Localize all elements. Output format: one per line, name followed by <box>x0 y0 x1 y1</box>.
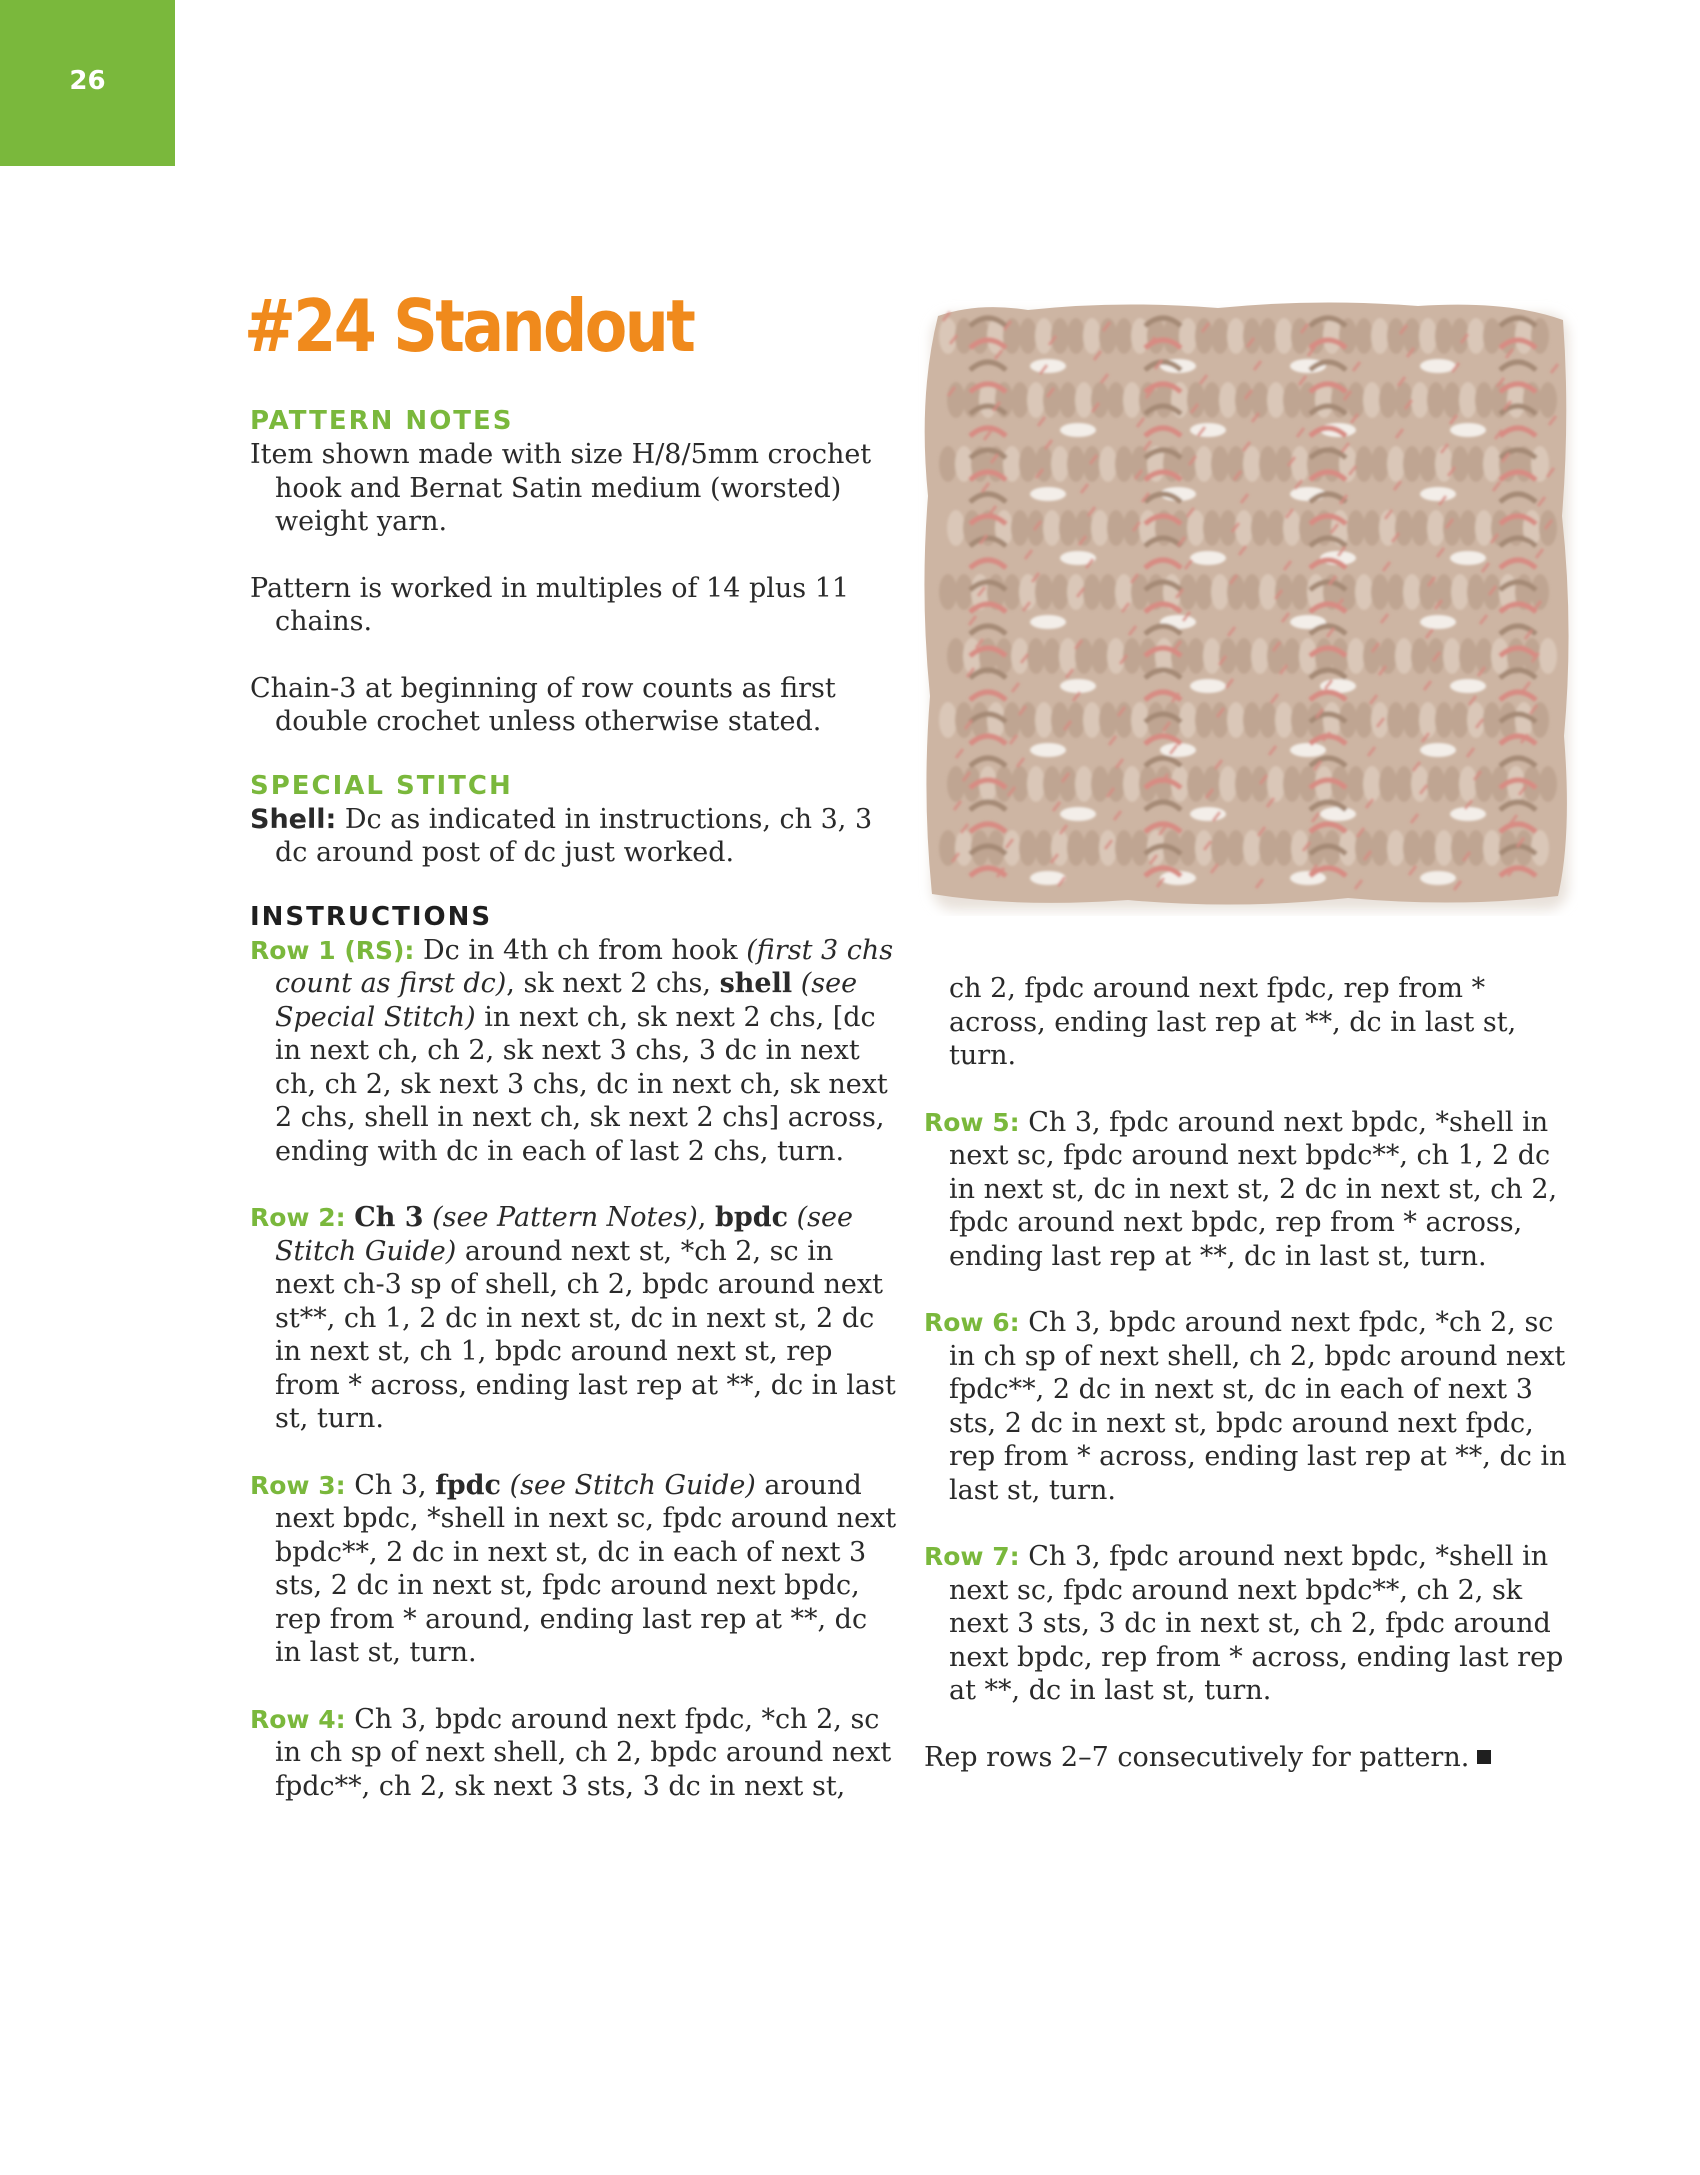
stitch-mark <box>1411 510 1429 546</box>
stitch-mark <box>1235 766 1253 802</box>
stitch-mark <box>1211 446 1229 482</box>
row-text: Ch 3, bpdc around next fpdc, *ch 2, sc in ch sp of next shell, ch 2, bpdc around next fpdc**, ch 2, sk next 3 sts, 3 dc in next st, <box>275 1703 892 1802</box>
stitch-mark <box>1259 574 1277 610</box>
stitch-mark <box>1451 574 1469 610</box>
row-text <box>424 1202 433 1233</box>
instruction-row <box>924 1540 1574 1708</box>
stitch-mark <box>1227 318 1245 354</box>
stitch-mark <box>939 446 957 482</box>
stitch-mark <box>1195 446 1213 482</box>
stitch-mark <box>1355 702 1373 738</box>
stitch-mark <box>955 830 973 866</box>
stitch-mark <box>1355 446 1373 482</box>
term-bold: shell <box>719 968 793 999</box>
page-number-tab <box>0 0 175 166</box>
row-4-continued: ch 2, fpdc around next fpdc, rep from * across, ending last rep at **, dc in last st, turn. <box>949 973 1517 1071</box>
stitch-mark <box>1203 510 1221 546</box>
row-label: Row 2: <box>250 1203 346 1232</box>
instructions-heading: INSTRUCTIONS <box>250 901 493 932</box>
row-label: Row 4: <box>250 1704 346 1734</box>
eyelet-mark <box>1420 487 1456 501</box>
stitch-mark <box>1323 702 1341 738</box>
row-text: , <box>697 1202 715 1233</box>
stitch-mark <box>1251 382 1269 418</box>
stitch-mark <box>1051 702 1069 738</box>
stitch-mark <box>1387 446 1405 482</box>
stitch-mark <box>1011 510 1029 546</box>
stitch-mark <box>1035 574 1053 610</box>
stitch-mark <box>1075 766 1093 802</box>
stitch-mark <box>1195 574 1213 610</box>
row-text <box>346 1202 355 1233</box>
stitch-mark <box>1403 446 1421 482</box>
stitch-mark <box>1443 382 1461 418</box>
stitch-mark <box>1419 318 1437 354</box>
stitch-mark <box>1027 766 1045 802</box>
stitch-mark <box>1347 638 1365 674</box>
stitch-mark <box>1011 766 1029 802</box>
stitch-mark <box>1459 382 1477 418</box>
stitch-mark <box>1291 574 1309 610</box>
stitch-mark <box>1267 766 1285 802</box>
stitch-mark <box>1475 766 1493 802</box>
row-text <box>501 1470 510 1501</box>
stitch-mark <box>1299 638 1317 674</box>
stitch-mark <box>1035 702 1053 738</box>
stitch-mark <box>1211 830 1229 866</box>
stitch-mark <box>1467 318 1485 354</box>
stitch-mark <box>1387 830 1405 866</box>
stitch-mark <box>1019 702 1037 738</box>
stitch-mark <box>1539 638 1557 674</box>
stitch-mark <box>1379 766 1397 802</box>
stitch-mark <box>1467 574 1485 610</box>
stitch-mark <box>947 382 965 418</box>
stitch-mark <box>1219 766 1237 802</box>
stitch-mark <box>1451 830 1469 866</box>
stitch-mark <box>1259 702 1277 738</box>
end-mark-icon <box>1477 1750 1491 1764</box>
stitch-mark <box>1091 382 1109 418</box>
stitch-mark <box>1211 702 1229 738</box>
eyelet-mark <box>1030 615 1066 629</box>
stitch-mark <box>1371 318 1389 354</box>
eyelet-mark <box>1420 615 1456 629</box>
stitch-mark <box>1083 830 1101 866</box>
stitch-mark <box>1051 574 1069 610</box>
stitch-mark <box>939 702 957 738</box>
stitch-mark <box>1427 510 1445 546</box>
stitch-mark <box>955 574 973 610</box>
stitch-mark <box>1275 318 1293 354</box>
stitch-mark <box>1195 702 1213 738</box>
term-bold: bpdc <box>714 1202 789 1233</box>
note-italic: (first 3 chs count as first dc) <box>275 934 894 999</box>
stitch-mark <box>1059 382 1077 418</box>
stitch-mark <box>1099 830 1117 866</box>
instruction-row <box>250 1703 900 1804</box>
stitch-mark <box>1243 318 1261 354</box>
stitch-mark <box>1203 382 1221 418</box>
stitch-mark <box>1259 446 1277 482</box>
stitch-mark <box>1531 830 1549 866</box>
eyelet-mark <box>1320 807 1356 821</box>
stitch-mark <box>1083 446 1101 482</box>
stitch-mark <box>1259 318 1277 354</box>
special-stitch-definition <box>250 803 900 870</box>
stitch-mark <box>1347 382 1365 418</box>
stitch-mark <box>1371 574 1389 610</box>
stitch-mark <box>1475 382 1493 418</box>
stitch-mark <box>1379 382 1397 418</box>
stitch-mark <box>1291 702 1309 738</box>
stitch-mark <box>1371 830 1389 866</box>
pattern-notes-heading: PATTERN NOTES <box>250 406 514 436</box>
instruction-row <box>250 1201 900 1436</box>
stitch-mark <box>1267 382 1285 418</box>
stitch-mark <box>1235 510 1253 546</box>
stitch-mark <box>1211 318 1229 354</box>
stitch-mark <box>1283 382 1301 418</box>
stitch-mark <box>1347 766 1365 802</box>
stitch-mark <box>1459 510 1477 546</box>
term-bold: fpdc <box>435 1469 501 1501</box>
stitch-mark <box>1539 382 1557 418</box>
stitch-mark <box>1075 382 1093 418</box>
stitch-mark <box>1243 574 1261 610</box>
eyelet-mark <box>1030 487 1066 501</box>
stitch-mark <box>1435 702 1453 738</box>
stitch-mark <box>1059 638 1077 674</box>
row-label: Row 5: <box>924 1107 1020 1137</box>
row-text: around next bpdc, *shell in next sc, fpdc around next bpdc**, 2 dc in next st, dc in each of next 3 sts, 2 dc in next st, fpdc around next bpdc, rep from * around, ending last rep at **, dc in last st, turn. <box>275 1469 897 1668</box>
stitch-mark <box>1227 574 1245 610</box>
stitch-mark <box>1435 830 1453 866</box>
stitch-mark <box>1211 574 1229 610</box>
row-label: Row 1 (RS): <box>250 935 415 965</box>
stitch-mark <box>1091 766 1109 802</box>
stitch-mark <box>1115 446 1133 482</box>
eyelet-mark <box>1420 359 1456 373</box>
instruction-row <box>250 934 900 1169</box>
stitch-mark <box>1227 830 1245 866</box>
eyelet-mark <box>1290 871 1326 885</box>
stitch-mark <box>1067 446 1085 482</box>
stitch-mark <box>1003 574 1021 610</box>
stitch-mark <box>1099 446 1117 482</box>
stitch-mark <box>1435 318 1453 354</box>
stitch-mark <box>1083 702 1101 738</box>
stitch-mark <box>1115 574 1133 610</box>
stitch-mark <box>1035 318 1053 354</box>
stitch-mark <box>1019 318 1037 354</box>
eyelet-mark <box>1450 807 1486 821</box>
note-italic: (see Special Stitch) <box>275 968 858 1033</box>
stitch-mark <box>1475 510 1493 546</box>
stitch-mark <box>1243 702 1261 738</box>
stitch-mark <box>1467 830 1485 866</box>
stitch-mark <box>1451 702 1469 738</box>
pattern-title: #24 Standout <box>244 284 694 368</box>
stitch-mark <box>1379 638 1397 674</box>
stitch-mark <box>1091 638 1109 674</box>
stitch-mark <box>1275 574 1293 610</box>
stitch-mark <box>1395 766 1413 802</box>
stitch-mark <box>1403 574 1421 610</box>
term-bold: Ch 3 <box>354 1202 424 1233</box>
stitch-mark <box>947 510 965 546</box>
stitch-mark <box>1387 574 1405 610</box>
stitch-mark <box>1043 638 1061 674</box>
closing-text: Rep rows 2–7 consecutively for pattern. <box>924 1741 1470 1773</box>
stitch-mark <box>1363 766 1381 802</box>
note-italic: (see Pattern Notes) <box>432 1202 698 1233</box>
row-text <box>788 1202 797 1233</box>
stitch-mark <box>1067 318 1085 354</box>
row-text: Ch 3, fpdc around next bpdc, *shell in next sc, fpdc around next bpdc**, ch 1, 2 dc in next st, dc in next st, 2 dc in next st, ch 2, fpdc around next bpdc, rep from * across, ending last rep at **, dc in last st, turn. <box>949 1106 1558 1272</box>
note-italic: (see Stitch Guide) <box>275 1202 853 1267</box>
stitch-mark <box>1027 638 1045 674</box>
stitch-mark <box>1107 766 1125 802</box>
stitch-mark <box>1067 702 1085 738</box>
stitch-mark <box>1043 510 1061 546</box>
eyelet-mark <box>1420 871 1456 885</box>
stitch-mark <box>1427 766 1445 802</box>
stitch-mark <box>947 638 965 674</box>
row-label: Row 3: <box>250 1470 346 1500</box>
row-text: Ch 3, fpdc around next bpdc, *shell in next sc, fpdc around next bpdc**, ch 2, sk next 3 sts, 3 dc in next st, ch 2, fpdc around next bpdc, rep from * across, ending last rep at **, dc in last st, turn. <box>949 1541 1564 1706</box>
stitch-mark <box>1051 318 1069 354</box>
special-stitch-term: Shell: <box>250 803 337 835</box>
instruction-rows-left <box>250 934 900 1804</box>
stitch-mark <box>1107 638 1125 674</box>
stitch-mark <box>1355 318 1373 354</box>
stitch-mark <box>1027 382 1045 418</box>
stitch-mark <box>1283 766 1301 802</box>
stitch-mark <box>1427 382 1445 418</box>
stitch-mark <box>939 318 957 354</box>
stitch-mark <box>1123 382 1141 418</box>
stitch-mark <box>1227 702 1245 738</box>
eyelet-mark <box>1420 743 1456 757</box>
stitch-mark <box>1395 638 1413 674</box>
stitch-mark <box>1067 830 1085 866</box>
stitch-mark <box>1059 766 1077 802</box>
row-label: Row 6: <box>924 1308 1020 1337</box>
stitch-mark <box>1043 766 1061 802</box>
stitch-mark <box>1083 318 1101 354</box>
stitch-mark <box>1123 510 1141 546</box>
stitch-mark <box>1403 702 1421 738</box>
stitch-mark <box>1011 382 1029 418</box>
instruction-row <box>250 1469 900 1670</box>
stitch-mark <box>1107 510 1125 546</box>
row-text: , sk next 2 chs, <box>506 968 720 999</box>
stitch-mark <box>1187 638 1205 674</box>
stitch-mark <box>1363 382 1381 418</box>
stitch-mark <box>1043 382 1061 418</box>
eyelet-mark <box>1450 423 1486 437</box>
stitch-mark <box>1339 574 1357 610</box>
pattern-note: Chain-3 at beginning of row counts as first double crochet unless otherwise stated. <box>250 672 836 737</box>
stitch-mark <box>1059 510 1077 546</box>
closing-instruction <box>924 1741 1574 1775</box>
row-text: around next st, *ch 2, sc in next ch-3 sp of shell, ch 2, bpdc around next st**, ch 1, 2 dc in next st, dc in next st, 2 dc in next st, ch 1, bpdc around next st, rep from * across, ending last rep at **, dc in last st, turn. <box>275 1235 896 1434</box>
stitch-mark <box>1035 830 1053 866</box>
eyelet-mark <box>1060 423 1096 437</box>
eyelet-mark <box>1160 743 1196 757</box>
stitch-mark <box>1019 446 1037 482</box>
stitch-mark <box>1363 510 1381 546</box>
instruction-rows-right <box>924 1106 1574 1708</box>
eyelet-mark <box>1190 551 1226 565</box>
stitch-mark <box>1083 574 1101 610</box>
crochet-swatch-photo <box>918 296 1578 916</box>
row-text: Ch 3, <box>345 1469 436 1501</box>
stitch-mark <box>1243 446 1261 482</box>
eyelet-mark <box>1060 807 1096 821</box>
stitch-mark <box>1347 510 1365 546</box>
stitch-mark <box>1291 446 1309 482</box>
stitch-mark <box>1483 318 1501 354</box>
stitch-mark <box>1411 638 1429 674</box>
pattern-note: Pattern is worked in multiples of 14 plus 11 chains. <box>250 572 850 637</box>
stitch-mark <box>1443 638 1461 674</box>
stitch-mark <box>1115 318 1133 354</box>
stitch-mark <box>1443 766 1461 802</box>
row-label: Row 7: <box>924 1542 1020 1571</box>
stitch-mark <box>1235 638 1253 674</box>
stitch-mark <box>1123 766 1141 802</box>
stitch-mark <box>1395 510 1413 546</box>
row-text <box>792 968 801 999</box>
stitch-mark <box>1091 510 1109 546</box>
row-text: in next ch, sk next 2 chs, [dc in next ch, ch 2, sk next 3 chs, 3 dc in next ch, ch 2, sk next 3 chs, dc in next ch, sk next 2 chs, shell in next ch, sk next 2 chs] across, ending with dc in each of last 2 chs, turn. <box>275 1001 888 1167</box>
stitch-mark <box>1291 318 1309 354</box>
stitch-mark <box>1187 382 1205 418</box>
stitch-mark <box>1459 766 1477 802</box>
eyelet-mark <box>1190 679 1226 693</box>
stitch-mark <box>1275 830 1293 866</box>
row-text: Dc in 4th ch from hook <box>414 934 747 966</box>
stitch-mark <box>1251 638 1269 674</box>
stitch-mark <box>1355 574 1373 610</box>
stitch-mark <box>947 766 965 802</box>
stitch-mark <box>1115 830 1133 866</box>
stitch-mark <box>1099 574 1117 610</box>
eyelet-mark <box>1450 679 1486 693</box>
right-column <box>924 972 1574 1807</box>
stitch-mark <box>979 766 997 802</box>
stitch-mark <box>1051 446 1069 482</box>
stitch-mark <box>1459 638 1477 674</box>
stitch-mark <box>1275 702 1293 738</box>
special-stitch-text: Dc as indicated in instructions, ch 3, 3 dc around post of dc just worked. <box>275 803 873 868</box>
stitch-mark <box>939 574 957 610</box>
stitch-mark <box>1003 830 1021 866</box>
stitch-mark <box>1387 318 1405 354</box>
instruction-row <box>924 1106 1574 1274</box>
stitch-mark <box>1251 510 1269 546</box>
eyelet-mark <box>1190 423 1226 437</box>
stitch-mark <box>1259 830 1277 866</box>
stitch-mark <box>1403 830 1421 866</box>
note-italic: (see Stitch Guide) <box>509 1469 756 1501</box>
stitch-mark <box>1467 446 1485 482</box>
stitch-mark <box>1187 766 1205 802</box>
page-number: 26 <box>69 66 106 96</box>
stitch-mark <box>1411 382 1429 418</box>
stitch-mark <box>1387 702 1405 738</box>
row-text: Ch 3, bpdc around next fpdc, *ch 2, sc in ch sp of next shell, ch 2, bpdc around next fpdc**, 2 dc in next st, dc in each of next 3 sts, 2 dc in next st, bpdc around next fpdc, rep from * across, ending last rep at **, dc in last st, turn. <box>949 1307 1567 1506</box>
stitch-mark <box>1371 702 1389 738</box>
left-column <box>250 404 900 1803</box>
special-stitch-heading: SPECIAL STITCH <box>250 770 513 801</box>
stitch-mark <box>1283 510 1301 546</box>
stitch-mark <box>1179 830 1197 866</box>
instruction-row <box>924 1306 1574 1507</box>
stitch-mark <box>1131 830 1149 866</box>
stitch-mark <box>1107 382 1125 418</box>
stitch-mark <box>1195 318 1213 354</box>
stitch-mark <box>1371 446 1389 482</box>
stitch-mark <box>1451 446 1469 482</box>
stitch-mark <box>1419 446 1437 482</box>
stitch-mark <box>1267 510 1285 546</box>
stitch-mark <box>1235 382 1253 418</box>
eyelet-mark <box>1290 743 1326 757</box>
stitch-mark <box>1219 382 1237 418</box>
stitch-mark <box>1539 510 1557 546</box>
stitch-mark <box>1483 830 1501 866</box>
pattern-note: Item shown made with size H/8/5mm crochet hook and Bernat Satin medium (worsted) weight yarn. <box>250 439 872 537</box>
eyelet-mark <box>1060 679 1096 693</box>
stitch-mark <box>1443 510 1461 546</box>
stitch-mark <box>1419 830 1437 866</box>
stitch-mark <box>1483 446 1501 482</box>
stitch-mark <box>1539 766 1557 802</box>
stitch-mark <box>1203 638 1221 674</box>
eyelet-mark <box>1450 551 1486 565</box>
eyelet-mark <box>1190 807 1226 821</box>
eyelet-mark <box>1030 743 1066 757</box>
stitch-mark <box>1099 702 1117 738</box>
stitch-mark <box>1483 702 1501 738</box>
stitch-mark <box>1019 830 1037 866</box>
stitch-mark <box>1219 638 1237 674</box>
